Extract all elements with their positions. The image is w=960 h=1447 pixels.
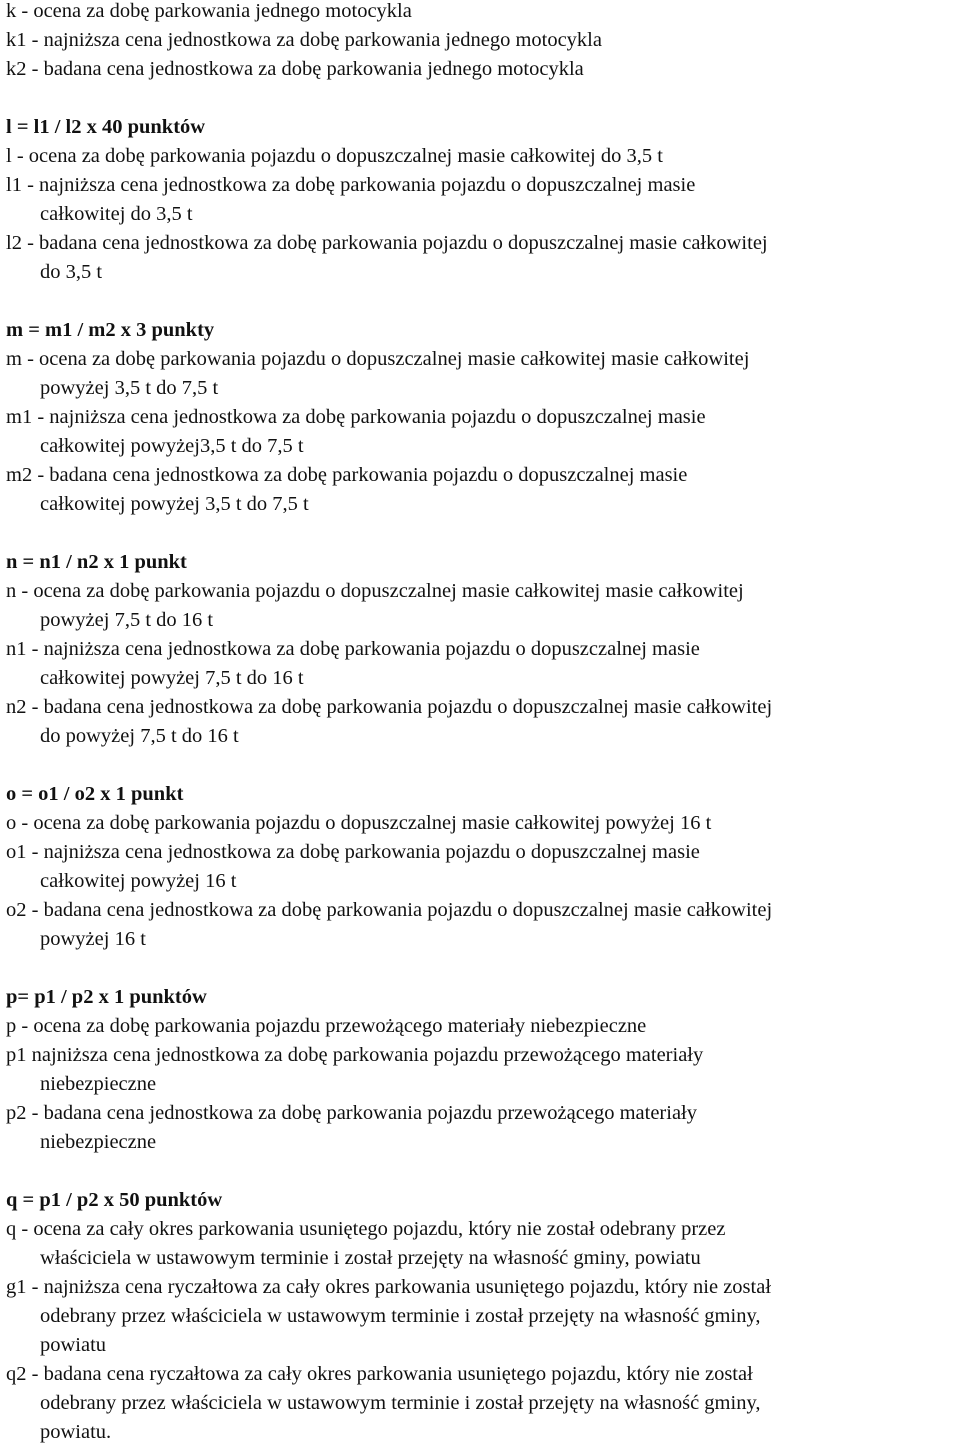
text-line: p2 - badana cena jednostkowa za dobę parkowania pojazdu przewożącego materiały — [6, 1102, 697, 1124]
text-line: całkowitej powyżej 3,5 t do 7,5 t — [40, 493, 309, 515]
text-line: k2 - badana cena jednostkowa za dobę parkowania jednego motocykla — [6, 58, 584, 80]
text-line: l - ocena za dobę parkowania pojazdu o dopuszczalnej masie całkowitej do 3,5 t — [6, 145, 663, 167]
text-line: o2 - badana cena jednostkowa za dobę parkowania pojazdu o dopuszczalnej masie całkowitej — [6, 899, 773, 921]
text-line: powiatu. — [40, 1421, 112, 1443]
text-line: niebezpieczne — [40, 1131, 157, 1153]
formula-line: q = p1 / p2 x 50 punktów — [6, 1189, 223, 1211]
text-line: l2 - badana cena jednostkowa za dobę parkowania pojazdu o dopuszczalnej masie całkowitej — [6, 232, 768, 254]
text-line: do powyżej 7,5 t do 16 t — [40, 725, 239, 747]
formula-line: p= p1 / p2 x 1 punktów — [6, 986, 207, 1008]
text-line: l1 - najniższa cena jednostkowa za dobę parkowania pojazdu o dopuszczalnej masie — [6, 174, 696, 196]
text-line: odebrany przez właściciela w ustawowym terminie i został przejęty na własność gminy, — [40, 1305, 761, 1327]
text-line: powiatu — [40, 1334, 107, 1356]
text-line: g1 - najniższa cena ryczałtowa za cały okres parkowania usuniętego pojazdu, który nie został — [6, 1276, 772, 1298]
text-line: n1 - najniższa cena jednostkowa za dobę parkowania pojazdu o dopuszczalnej masie — [6, 638, 700, 660]
text-line: m - ocena za dobę parkowania pojazdu o dopuszczalnej masie całkowitej masie całkowitej — [6, 348, 750, 370]
text-line: o1 - najniższa cena jednostkowa za dobę parkowania pojazdu o dopuszczalnej masie — [6, 841, 700, 863]
text-line: n2 - badana cena jednostkowa za dobę parkowania pojazdu o dopuszczalnej masie całkowitej — [6, 696, 773, 718]
text-line: m1 - najniższa cena jednostkowa za dobę parkowania pojazdu o dopuszczalnej masie — [6, 406, 706, 428]
text-line: właściciela w ustawowym terminie i został przejęty na własność gminy, powiatu — [40, 1247, 701, 1269]
text-line: odebrany przez właściciela w ustawowym terminie i został przejęty na własność gminy, — [40, 1392, 761, 1414]
text-line: całkowitej powyżej 16 t — [40, 870, 237, 892]
text-line: m2 - badana cena jednostkowa za dobę parkowania pojazdu o dopuszczalnej masie — [6, 464, 688, 486]
text-line: powyżej 3,5 t do 7,5 t — [40, 377, 219, 399]
text-line: q2 - badana cena ryczałtowa za cały okres parkowania usuniętego pojazdu, który nie został — [6, 1363, 753, 1385]
text-line: powyżej 16 t — [40, 928, 146, 950]
text-line: do 3,5 t — [40, 261, 103, 283]
text-line: k - ocena za dobę parkowania jednego motocykla — [6, 0, 412, 22]
text-line: k1 - najniższa cena jednostkowa za dobę parkowania jednego motocykla — [6, 29, 602, 51]
formula-line: o = o1 / o2 x 1 punkt — [6, 783, 184, 805]
text-line: całkowitej powyżej3,5 t do 7,5 t — [40, 435, 304, 457]
text-line: n - ocena za dobę parkowania pojazdu o dopuszczalnej masie całkowitej masie całkowitej — [6, 580, 744, 602]
text-line: całkowitej do 3,5 t — [40, 203, 193, 225]
text-line: p - ocena za dobę parkowania pojazdu przewożącego materiały niebezpieczne — [6, 1015, 647, 1037]
text-line: q - ocena za cały okres parkowania usuniętego pojazdu, który nie został odebrany przez — [6, 1218, 726, 1240]
formula-line: n = n1 / n2 x 1 punkt — [6, 551, 187, 573]
formula-line: l = l1 / l2 x 40 punktów — [6, 116, 206, 138]
text-line: powyżej 7,5 t do 16 t — [40, 609, 214, 631]
formula-line: m = m1 / m2 x 3 punkty — [6, 319, 215, 341]
text-line: p1 najniższa cena jednostkowa za dobę parkowania pojazdu przewożącego materiały — [6, 1044, 704, 1066]
text-line: niebezpieczne — [40, 1073, 157, 1095]
text-line: o - ocena za dobę parkowania pojazdu o dopuszczalnej masie całkowitej powyżej 16 t — [6, 812, 712, 834]
text-line: całkowitej powyżej 7,5 t do 16 t — [40, 667, 304, 689]
